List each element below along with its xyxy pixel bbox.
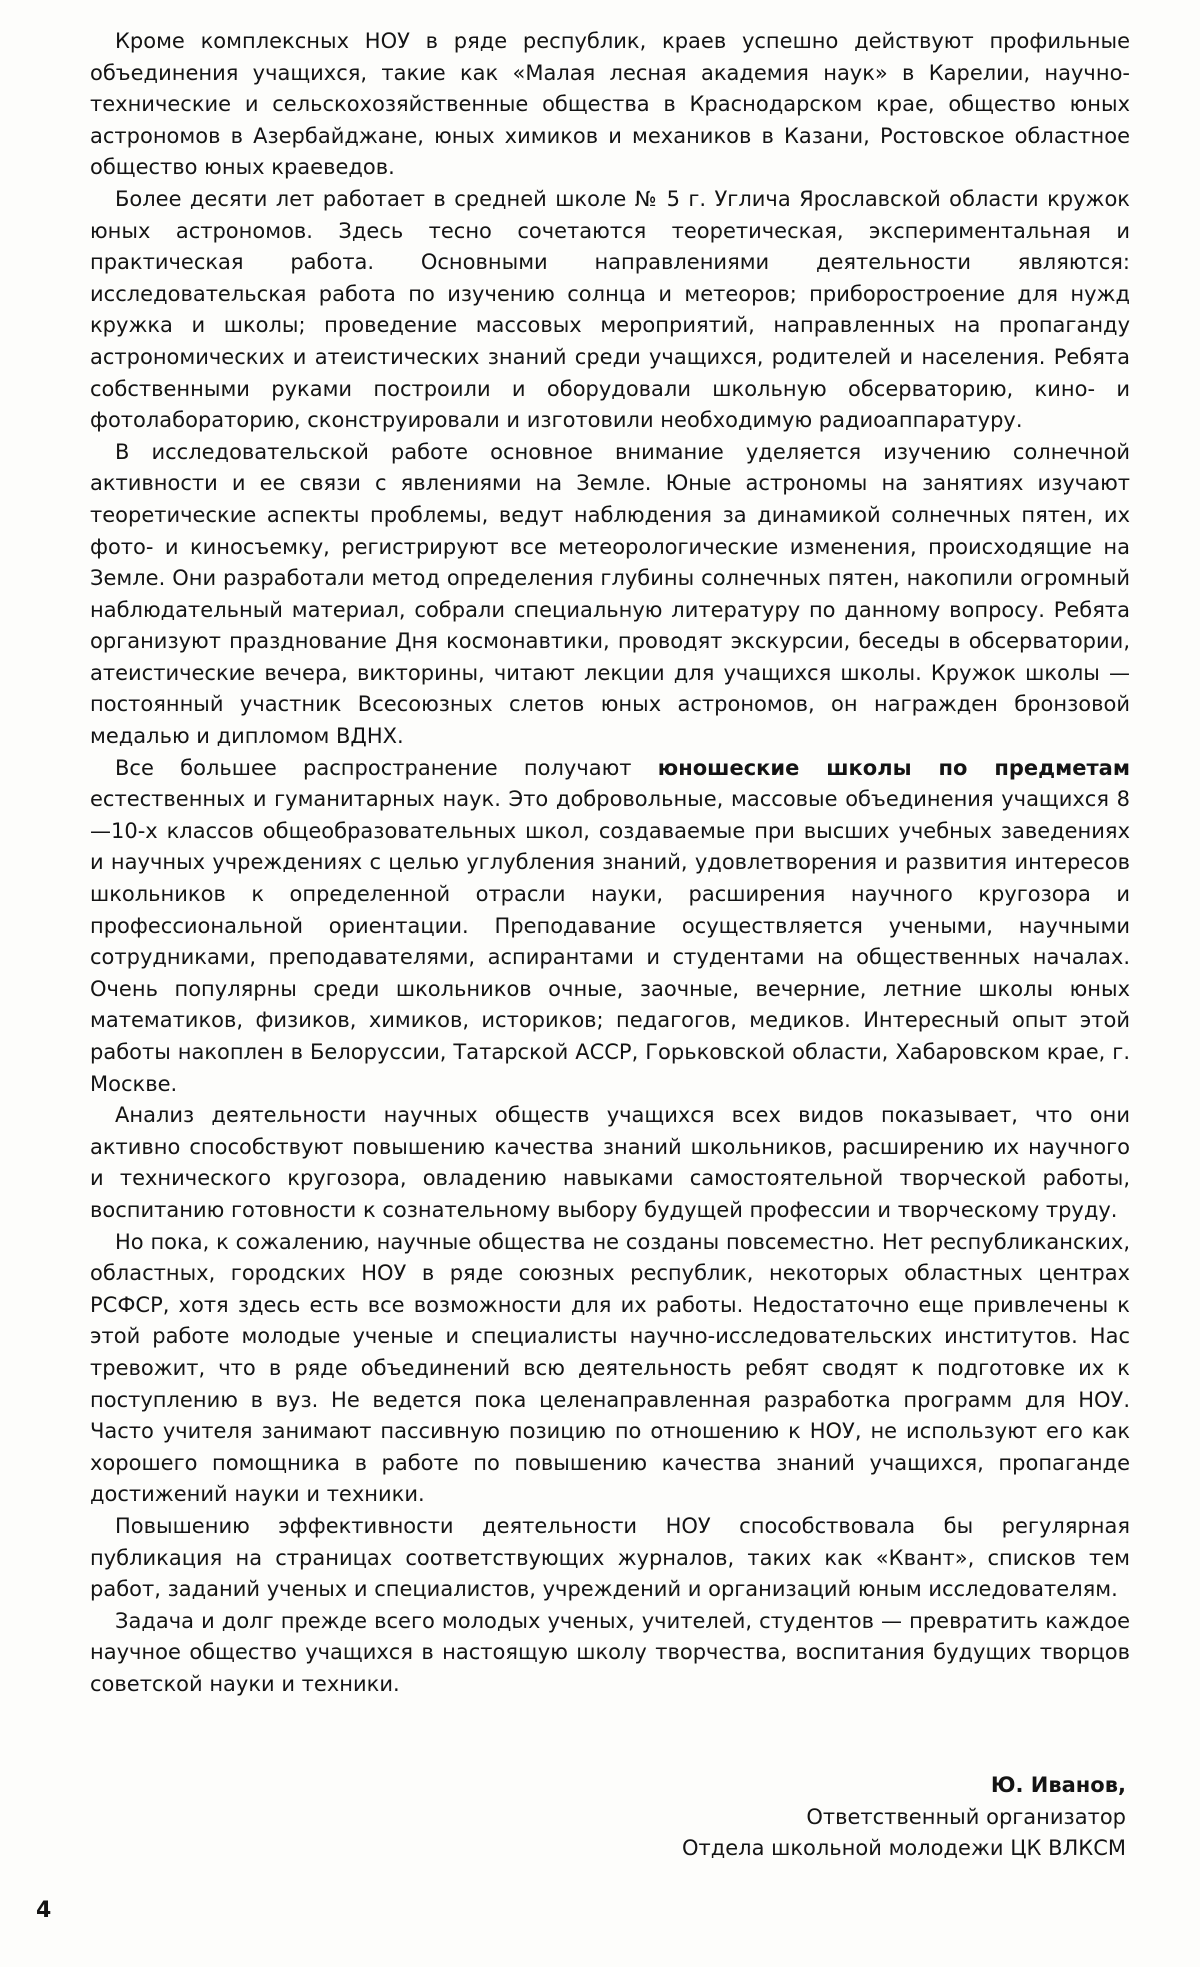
article-body bbox=[90, 26, 1130, 1700]
paragraph-7: Повышению эффективности деятельности НОУ способствовала бы регулярная публикация на страницах соответствующих журналов, таких как «Квант», списков тем работ, заданий ученых и специалистов, учреждений и организаций юным исследователям. bbox=[90, 1513, 1130, 1602]
paragraph-4-start: Все большее распространение получают bbox=[115, 755, 658, 780]
page-number: 4 bbox=[36, 1898, 52, 1923]
paragraph-4 bbox=[90, 753, 1130, 1101]
highlighted-term: юношеские школы по предметам bbox=[657, 755, 1131, 780]
paragraph-1: Кроме комплексных НОУ в ряде республик, краев успешно действуют профильные объединения учащихся, такие как «Малая лесная академия наук» в Карелии, научно-технические и сельскохозяйственные общества в Краснодарском крае, общество юных астрономов в Азербайджане, юных химиков и механиков в Казани, Ростовское областное общество юных краеведов. bbox=[90, 29, 1130, 180]
author-department: Отдела школьной молодежи ЦК ВЛКСМ bbox=[681, 1836, 1126, 1861]
paragraph-8: Задача и долг прежде всего молодых ученых, учителей, студентов — превратить каждое научное общество учащихся в настоящую школу творчества, воспитания будущих творцов советской науки и техники. bbox=[90, 1608, 1130, 1696]
author-signature bbox=[682, 1770, 1126, 1865]
author-name: Ю. Иванов, bbox=[990, 1773, 1126, 1797]
paragraph-6: Но пока, к сожалению, научные общества не созданы повсеместно. Нет республиканских, областных, городских НОУ в ряде союзных республик, некоторых областных центрах РСФСР, хотя здесь есть все возможности для их работы. Недостаточно еще привлечены к этой работе молодые ученые и специалисты научно-исследовательских институтов. Нас тревожит, что в ряде объединений всю деятельность ребят сводят к подготовке их к поступлению в вуз. Не ведется пока целенаправленная разработка программ для НОУ. Часто учителя занимают пассивную позицию по отношению к НОУ, не используют его как хорошего помощника в работе по повышению качества знаний учащихся, пропаганде достижений науки и техники. bbox=[90, 1229, 1130, 1507]
paragraph-2: Более десяти лет работает в средней школе № 5 г. Углича Ярославской области кружок юных астрономов. Здесь тесно сочетаются теоретическая, экспериментальная и практическая работа. Основными направлениями деятельности являются: исследовательская работа по изучению солнца и метеоров; приборостроение для нужд кружка и школы; проведение массовых мероприятий, направленных на пропаганду астрономических и атеистических знаний среди учащихся, родителей и населения. Ребята собственными руками построили и оборудовали школьную обсерваторию, кино- и фотолабораторию, сконструировали и изготовили необходимую радиоаппаратуру. bbox=[90, 186, 1130, 433]
paragraph-4-rest: естественных и гуманитарных наук. Это добровольные, массовые объединения учащихся 8—10-х классов общеобразовательных школ, создаваемые при высших учебных заведениях и научных учреждениях с целью углубления знаний, удовлетворения и развития интересов школьников к определенной отрасли науки, расширения научного кругозора и профессиональной ориентации. Преподавание осуществляется учеными, научными сотрудниками, преподавателями, аспирантами и студентами на общественных началах. Очень популярны среди школьников очные, заочные, вечерние, летние школы юных математиков, физиков, химиков, историков; педагогов, медиков. Интересный опыт этой работы накоплен в Белоруссии, Татарской АССР, Горьковской области, Хабаровском крае, г. Москве. bbox=[90, 787, 1130, 1096]
author-position: Ответственный организатор bbox=[806, 1804, 1126, 1829]
paragraph-5: Анализ деятельности научных обществ учащихся всех видов показывает, что они активно способствуют повышению качества знаний школьников, расширению их научного и технического кругозора, овладению навыками самостоятельной творческой работы, воспитанию готовности к сознательному выбору будущей профессии и творческому труду. bbox=[90, 1103, 1130, 1222]
paragraph-3: В исследовательской работе основное внимание уделяется изучению солнечной активности и ее связи с явлениями на Земле. Юные астрономы на занятиях изучают теоретические аспекты проблемы, ведут наблюдения за динамикой солнечных пятен, их фото- и киносъемку, регистрируют все метеорологические изменения, происходящие на Земле. Они разработали метод определения глубины солнечных пятен, накопили огромный наблюдательный материал, собрали специальную литературу по данному вопросу. Ребята организуют празднование Дня космонавтики, проводят экскурсии, беседы в обсерватории, атеистические вечера, викторины, читают лекции для учащихся школы. Кружок школы — постоянный участник Всесоюзных слетов юных астрономов, он награжден бронзовой медалью и дипломом ВДНХ. bbox=[90, 439, 1130, 749]
